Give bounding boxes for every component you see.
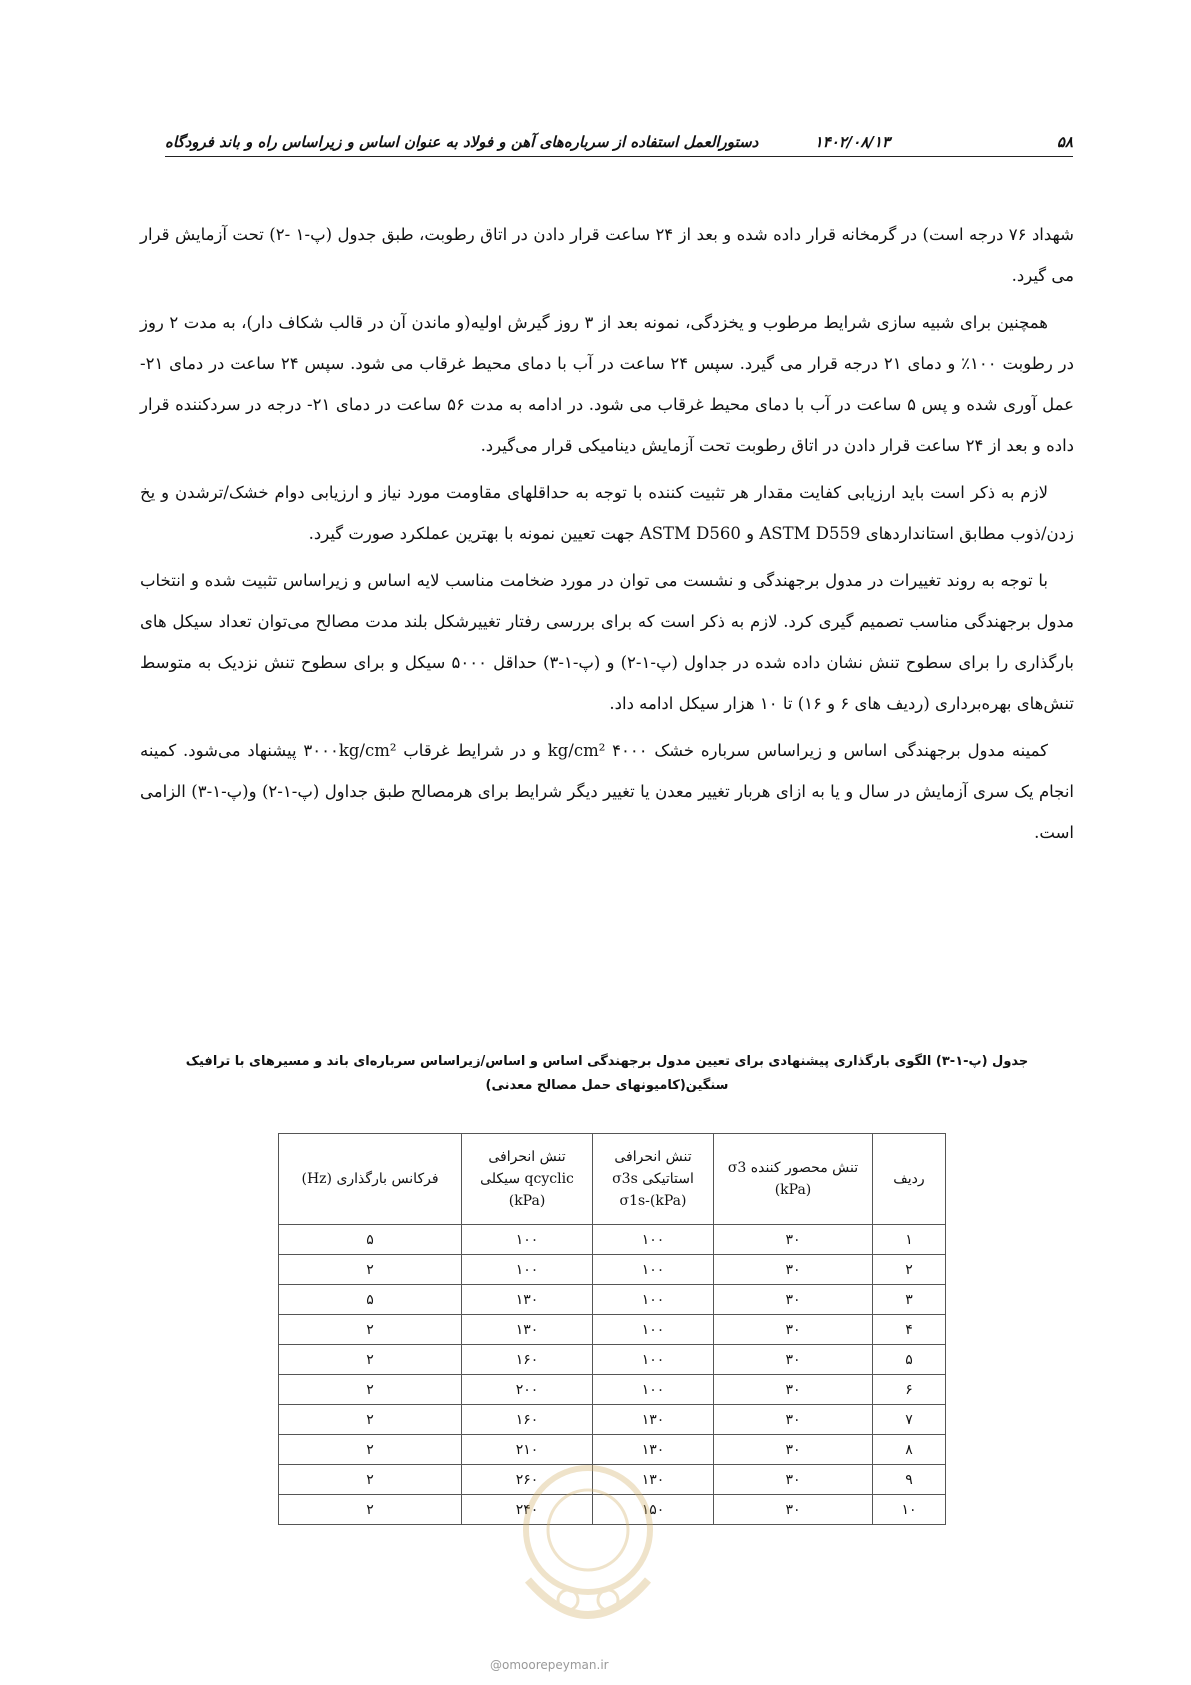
table-cell: ۳۰: [714, 1465, 873, 1495]
table-cell: ۹: [873, 1465, 946, 1495]
paragraph: لازم به ذکر است باید ارزیابی کفایت مقدار هر تثبیت کننده با توجه به حداقلهای مقاومت مورد نیاز و ارزیابی دوام خشک/ترشدن و یخ زدن/ذوب مطابق استانداردهای ASTM D559 و ASTM D560 جهت تعیین نمونه با بهترین عملکرد صورت گیرد.: [140, 483, 1074, 543]
table-cell: ۱: [873, 1225, 946, 1255]
table-cell: ۱۶۰: [462, 1345, 593, 1375]
table-cell: ۳۰: [714, 1345, 873, 1375]
table-cell: ۱۳۰: [593, 1465, 714, 1495]
table-cell: ۲: [279, 1255, 462, 1285]
column-header-row-number: ردیف: [873, 1134, 946, 1225]
table-cell: ۱۰۰: [462, 1225, 593, 1255]
table-cell: ۵: [279, 1225, 462, 1255]
table-caption: جدول (پ-۱-۳) الگوی بارگذاری پیشنهادی برای تعیین مدول برجهندگی اساس و اساس/زیراساس سرباره‌ای باند و مسیرهای با ترافیک سنگین(کامیونهای حمل مصالح معدنی): [185, 1054, 1029, 1093]
table-cell: ۲: [279, 1495, 462, 1525]
table-cell: ۱۰: [873, 1495, 946, 1525]
table-cell: ۸: [873, 1435, 946, 1465]
table-cell: ۳۰: [714, 1285, 873, 1315]
column-header-frequency: فرکانس بارگذاری (Hz): [279, 1134, 462, 1225]
table-row: [279, 1405, 946, 1435]
table-cell: ۱۳۰: [462, 1285, 593, 1315]
header-divider: [165, 156, 1073, 157]
paragraph: کمینه مدول برجهندگی اساس و زیراساس سرباره خشک ۴۰۰۰ kg/cm² و در شرایط غرقاب ۳۰۰۰kg/cm² پیشنهاد می‌شود. کمینه انجام یک سری آزمایش در سال و یا به ازای هربار تغییر معدن یا تغییر دیگر شرایط برای هرمصالح طبق جداول (پ-۱-۲) و(پ-۱-۳) الزامی است.: [140, 741, 1075, 842]
table-cell: ۶: [873, 1375, 946, 1405]
table-cell: ۲: [279, 1405, 462, 1435]
table-row: [279, 1345, 946, 1375]
table-cell: ۲: [279, 1345, 462, 1375]
table-cell: ۳۰: [714, 1405, 873, 1435]
table-cell: ۱۳۰: [593, 1435, 714, 1465]
body-text: [140, 214, 1074, 859]
document-date: ۱۴۰۲/۰۸/۱۳: [814, 133, 890, 151]
table-cell: ۱۰۰: [593, 1345, 714, 1375]
table-cell: ۵: [279, 1285, 462, 1315]
paragraph: شهداد ۷۶ درجه است) در گرمخانه قرار داده شده و بعد از ۲۴ ساعت قرار دادن در اتاق رطوبت، طبق جدول (پ-۱ -۲) تحت آزمایش قرار می گیرد.: [140, 225, 1074, 285]
table-cell: ۳: [873, 1285, 946, 1315]
table-cell: ۱۵۰: [593, 1495, 714, 1525]
table-cell: ۱۰۰: [462, 1255, 593, 1285]
table-row: [279, 1225, 946, 1255]
table-cell: ۲: [279, 1315, 462, 1345]
table-cell: ۲: [279, 1375, 462, 1405]
column-header-cyclic-deviator-stress: تنش انحرافی qcyclic سیکلی (kPa): [462, 1134, 593, 1225]
column-header-static-deviator-stress: تنش انحرافی استاتیکی σ3s σ1s-(kPa): [593, 1134, 714, 1225]
table-cell: ۳۰: [714, 1435, 873, 1465]
website-watermark: @omoorepeyman.ir: [490, 1658, 609, 1672]
table-header-row: [279, 1134, 946, 1225]
table-cell: ۱۰۰: [593, 1315, 714, 1345]
table-row: [279, 1375, 946, 1405]
table-cell: ۲۰۰: [462, 1375, 593, 1405]
paragraph: همچنین برای شبیه سازی شرایط مرطوب و یخزدگی، نمونه بعد از ۳ روز گیرش اولیه(و ماندن آن در قالب شکاف دار)، به مدت ۲ روز در رطوبت ۱۰۰٪ و دمای ۲۱ درجه قرار می گیرد. سپس ۲۴ ساعت در آب با دمای محیط غرقاب می شود. سپس ۲۴ ساعت در دمای ۲۱- عمل آوری شده و پس ۵ ساعت در آب با دمای محیط غرقاب می شود. در ادامه به مدت ۵۶ ساعت در دمای ۲۱- درجه در سردکننده قرار داده و بعد از ۲۴ ساعت قرار دادن در اتاق رطوبت تحت آزمایش دینامیکی قرار می‌گیرد.: [140, 313, 1075, 455]
table-cell: ۱۰۰: [593, 1255, 714, 1285]
table-cell: ۱۰۰: [593, 1375, 714, 1405]
paragraph: با توجه به روند تغییرات در مدول برجهندگی و نشست می توان در مورد ضخامت مناسب لایه اساس و زیراساس تثبیت شده و انتخاب مدول برجهندگی مناسب تصمیم گیری کرد. لازم به ذکر است که برای بررسی رفتار تغییرشکل بلند مدت مصالح می‌توان تعداد سیکل های بارگذاری را برای سطوح تنش نشان داده شده در جداول (پ-۱-۲) و (پ-۱-۳) حداقل ۵۰۰۰ سیکل و برای سطوح تنش نزدیک به متوسط تنش‌های بهره‌برداری (ردیف های ۶ و ۱۶) تا ۱۰ هزار سیکل ادامه داد.: [140, 571, 1074, 713]
table-cell: ۳۰: [714, 1375, 873, 1405]
table-cell: ۷: [873, 1405, 946, 1435]
table-row: [279, 1285, 946, 1315]
table-cell: ۱۰۰: [593, 1225, 714, 1255]
table-cell: ۲: [279, 1465, 462, 1495]
table-cell: ۱۶۰: [462, 1405, 593, 1435]
table-cell: ۳۰: [714, 1495, 873, 1525]
table-cell: ۱۳۰: [462, 1315, 593, 1345]
watermark-seal-icon: [498, 1450, 678, 1650]
table-cell: ۴: [873, 1315, 946, 1345]
table-cell: ۱۰۰: [593, 1285, 714, 1315]
table-cell: ۲: [873, 1255, 946, 1285]
document-title: دستورالعمل استفاده از سرباره‌های آهن و فولاد به عنوان اساس و زیراساس راه و باند فرودگاه: [165, 133, 759, 151]
table-cell: ۲۴۰: [462, 1495, 593, 1525]
page-number: ۵۸: [1056, 133, 1073, 151]
table-cell: ۱۳۰: [593, 1405, 714, 1435]
table-cell: ۲۱۰: [462, 1435, 593, 1465]
table-cell: ۳۰: [714, 1255, 873, 1285]
page-header: [165, 133, 1073, 155]
column-header-confining-stress: تنش محصور کننده σ3 (kPa): [714, 1134, 873, 1225]
table-row: [279, 1315, 946, 1345]
table-cell: ۳۰: [714, 1315, 873, 1345]
table-row: [279, 1255, 946, 1285]
table-cell: ۵: [873, 1345, 946, 1375]
table-cell: ۲: [279, 1435, 462, 1465]
table-cell: ۳۰: [714, 1225, 873, 1255]
table-cell: ۲۶۰: [462, 1465, 593, 1495]
